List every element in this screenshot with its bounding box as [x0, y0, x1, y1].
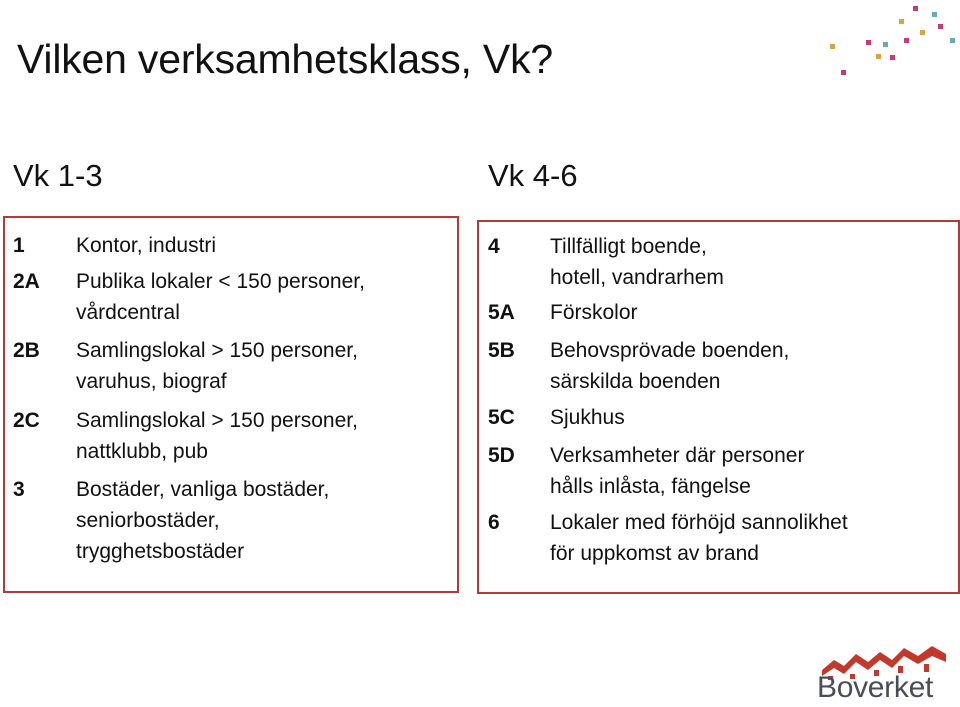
class-description: Sjukhus: [550, 406, 625, 429]
right-class-box: [477, 220, 960, 594]
class-code: 5D: [488, 444, 515, 467]
class-code: 2B: [13, 339, 40, 362]
class-description: Samlingslokal > 150 personer, varuhus, biograf: [76, 339, 358, 393]
class-description: Kontor, industri: [76, 234, 217, 257]
class-code: 1: [13, 234, 25, 257]
decorative-dots-icon: [820, 0, 960, 80]
slide-title: Vilken verksamhetsklass, Vk?: [17, 36, 553, 82]
class-description: Behovsprövade boenden, särskilda boenden: [550, 339, 790, 393]
class-description: Förskolor: [550, 301, 638, 324]
left-column-heading: Vk 1-3: [13, 158, 103, 193]
right-column-heading: Vk 4-6: [488, 158, 578, 193]
class-code: 5C: [488, 406, 515, 429]
class-code: 4: [488, 235, 500, 258]
class-description: Tillfälligt boende, hotell, vandrarhem: [550, 235, 724, 289]
class-description: Verksamheter där personer hålls inlåsta, fängelse: [550, 444, 805, 498]
class-code: 3: [13, 478, 25, 501]
class-description: Publika lokaler < 150 personer, vårdcentral: [76, 270, 365, 324]
brand-name: Boverket: [817, 671, 933, 704]
class-description: Lokaler med förhöjd sannolikhet för uppkomst av brand: [550, 511, 848, 565]
left-class-box: [3, 216, 459, 593]
class-code: 5B: [488, 339, 515, 362]
class-code: 2C: [13, 409, 40, 432]
class-code: 2A: [13, 270, 40, 293]
class-code: 6: [488, 511, 500, 534]
class-description: Bostäder, vanliga bostäder, seniorbostäder, trygghetsbostäder: [76, 478, 330, 563]
class-description: Samlingslokal > 150 personer, nattklubb, pub: [76, 409, 358, 463]
class-code: 5A: [488, 301, 515, 324]
